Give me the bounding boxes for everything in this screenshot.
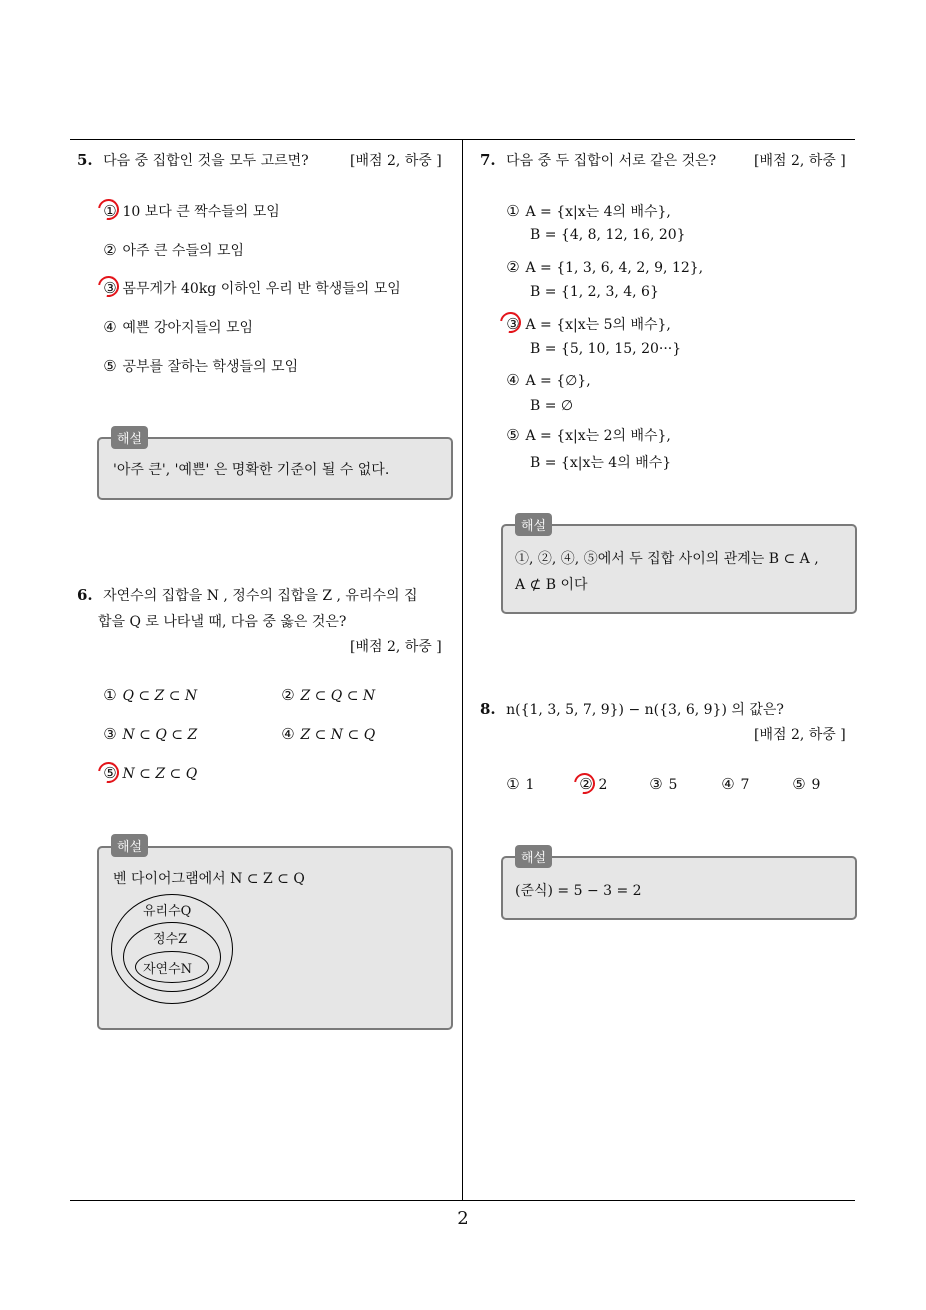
q5-option-1[interactable]: ① 10 보다 큰 짝수들의 모임 xyxy=(103,202,280,220)
q6-meta: [배점 2, 하중 ] xyxy=(350,639,442,655)
q8-option-2[interactable]: ② 2 xyxy=(579,775,608,793)
q8-option-4[interactable]: ④ 7 xyxy=(721,775,750,793)
q6-stem-line2: 합을 Q 로 나타낼 때, 다음 중 옳은 것은? xyxy=(98,614,347,630)
q7-stem xyxy=(480,150,716,170)
venn-outer-label: 유리수Q xyxy=(143,904,192,919)
q6-explanation-text: 벤 다이어그램에서 N ⊂ Z ⊂ Q xyxy=(113,871,305,887)
q7-text: 다음 중 두 집합이 서로 같은 것은? xyxy=(506,153,717,169)
q6-stem-line1: 6. 자연수의 집합을 N , 정수의 집합을 Z , 유리수의 집 xyxy=(77,586,418,604)
q5-explanation-text: '아주 큰', '예쁜' 은 명확한 기준이 될 수 없다. xyxy=(113,462,390,478)
q7-number: 7. xyxy=(480,151,496,169)
q8-option-1[interactable]: ① 1 xyxy=(506,775,535,793)
q7-option-1[interactable]: ① A = {x|x는 4의 배수}, xyxy=(506,202,671,220)
q5-stem xyxy=(77,150,309,170)
answer-mark-circle xyxy=(94,758,123,787)
q5-explanation-box xyxy=(97,437,453,500)
q5-option-3[interactable]: ③ 몸무게가 40kg 이하인 우리 반 학생들의 모임 xyxy=(103,279,401,297)
venn-inner-label: 자연수N xyxy=(143,962,193,977)
venn-middle-label: 정수Z xyxy=(153,932,188,947)
q7-explanation-line1: ①, ②, ④, ⑤에서 두 집합 사이의 관계는 B ⊂ A , xyxy=(515,551,819,567)
q8-text: n({1, 3, 5, 7, 9}) − n({3, 6, 9}) 의 값은? xyxy=(506,702,784,718)
q6-explanation-box xyxy=(97,846,453,1030)
q6-option-1[interactable]: ① Q ⊂ Z ⊂ N xyxy=(103,686,198,704)
q8-explanation-tag: 해설 xyxy=(515,845,552,868)
q5-option-4[interactable]: ④ 예쁜 강아지들의 모임 xyxy=(103,318,254,336)
q6-option-3[interactable]: ③ N ⊂ Q ⊂ Z xyxy=(103,725,198,743)
q5-option-5[interactable]: ⑤ 공부를 잘하는 학생들의 모임 xyxy=(103,357,299,375)
q5-meta: [배점 2, 하중 ] xyxy=(350,153,442,169)
q5-text: 다음 중 집합인 것을 모두 고르면? xyxy=(103,153,309,169)
q7-option-2[interactable]: ② A = {1, 3, 6, 4, 2, 9, 12}, xyxy=(506,258,704,276)
q7-explanation-tag: 해설 xyxy=(515,513,552,536)
q7-explanation-box xyxy=(501,524,857,614)
q7-option-5[interactable]: ⑤ A = {x|x는 2의 배수}, xyxy=(506,426,671,444)
q7-option-4[interactable]: ④ A = {∅}, xyxy=(506,371,591,389)
q7-option-5-b: B = {x|x는 4의 배수} xyxy=(530,455,672,471)
q5-explanation-tag: 해설 xyxy=(111,426,148,449)
q7-explanation-line2: A ⊄ B 이다 xyxy=(515,577,588,593)
q8-explanation-text: (준식) = 5 − 3 = 2 xyxy=(515,883,642,899)
q8-number: 8. xyxy=(480,700,496,718)
q8-option-3[interactable]: ③ 5 xyxy=(649,775,678,793)
q7-option-1-b: B = {4, 8, 12, 16, 20} xyxy=(530,227,686,243)
q7-option-2-b: B = {1, 2, 3, 4, 6} xyxy=(530,284,659,300)
q7-meta: [배점 2, 하중 ] xyxy=(754,153,846,169)
q8-option-5[interactable]: ⑤ 9 xyxy=(792,775,821,793)
bottom-rule xyxy=(70,1200,855,1201)
q8-explanation-box xyxy=(501,856,857,920)
q7-option-3[interactable]: ③ A = {x|x는 5의 배수}, xyxy=(506,315,671,333)
q6-option-2[interactable]: ② Z ⊂ Q ⊂ N xyxy=(281,686,376,704)
q8-stem xyxy=(480,699,784,719)
column-divider xyxy=(462,139,463,1201)
answer-mark-circle xyxy=(570,769,599,798)
q7-option-4-b: B = ∅ xyxy=(530,398,574,414)
q5-number: 5. xyxy=(77,151,93,169)
q6-option-5[interactable]: ⑤ N ⊂ Z ⊂ Q xyxy=(103,764,198,782)
page-number: 2 xyxy=(457,1208,469,1229)
q6-number: 6. xyxy=(77,586,93,604)
q6-option-4[interactable]: ④ Z ⊂ N ⊂ Q xyxy=(281,725,376,743)
q7-option-3-b: B = {5, 10, 15, 20···} xyxy=(530,341,682,357)
q5-option-2[interactable]: ② 아주 큰 수들의 모임 xyxy=(103,241,244,259)
q8-meta: [배점 2, 하중 ] xyxy=(754,727,846,743)
q6-explanation-tag: 해설 xyxy=(111,834,148,857)
